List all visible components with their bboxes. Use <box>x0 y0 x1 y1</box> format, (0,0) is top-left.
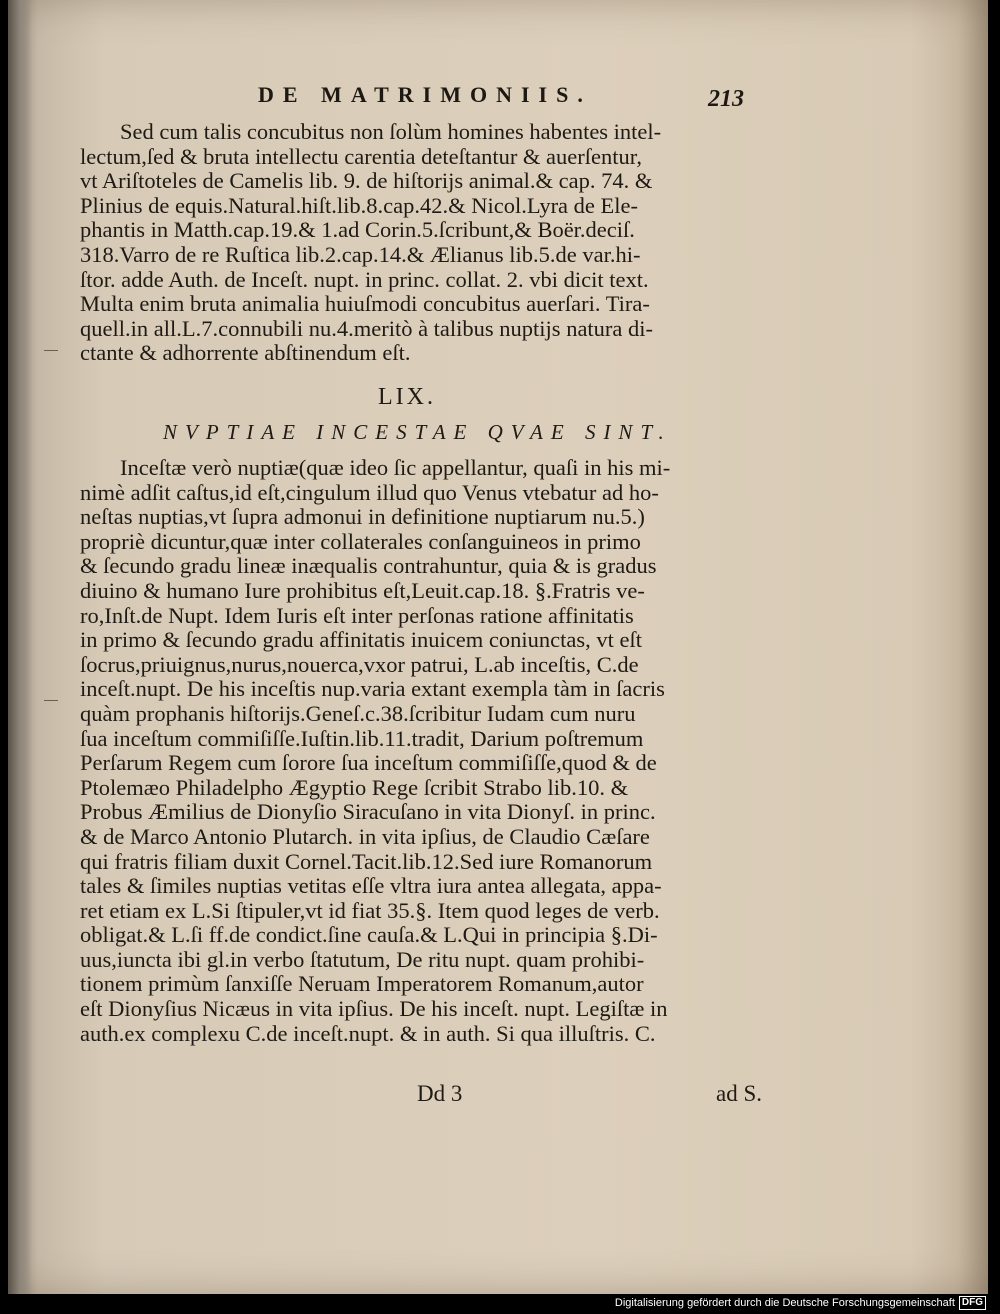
text-line: Sed cum talis concubitus non ſolùm homines habentes intel- <box>120 120 662 144</box>
dfg-logo-icon: DFG <box>959 1296 986 1310</box>
text-line: & de Marco Antonio Plutarch. in vita ipſius, de Claudio Cæſare <box>80 824 650 849</box>
text-line: ſtor. adde Auth. de Inceſt. nupt. in princ. collat. 2. vbi dicit text. <box>80 267 649 292</box>
text-line: inceſt.nupt. De his inceſtis nup.varia extant exempla tàm in ſacris <box>80 677 665 702</box>
text-line: ſocrus,priuignus,nurus,nouerca,vxor patrui, L.ab inceſtis, C.de <box>80 652 639 677</box>
text-line: ctante & adhorrente abſtinendum eſt. <box>80 341 411 366</box>
text-line: Probus Æmilius de Dionyſio Siracuſano in vita Dionyſ. in princ. <box>80 800 656 825</box>
text-line: vt Ariſtoteles de Camelis lib. 9. de hiſtorijs animal.& cap. 74. & <box>80 169 653 194</box>
catchline <box>80 1081 782 1109</box>
text-line: Perſarum Regem cum ſorore ſua inceſtum commiſiſſe,quod & de <box>80 751 657 776</box>
text-line: ſua inceſtum commiſiſſe.Iuſtin.lib.11.tradit, Darium poſtremum <box>80 726 644 751</box>
text-line: quàm prophanis hiſtorijs.Geneſ.c.38.ſcribitur Iudam cum nuru <box>80 701 636 726</box>
text-line: propriè dicuntur,quæ inter collaterales conſanguineos in primo <box>80 529 641 554</box>
text-line: qui fratris filiam duxit Cornel.Tacit.lib.12.Sed iure Romanorum <box>80 849 653 874</box>
paragraph-1 <box>80 120 782 366</box>
chapter-title: NVPTIAE INCESTAE QVAE SINT. <box>163 420 672 444</box>
text-line: auth.ex complexu C.de inceſt.nupt. & in auth. Si qua illuſtris. C. <box>80 1021 656 1046</box>
text-line: Ptolemæo Philadelpho Ægyptio Rege ſcribit Strabo lib.10. & <box>80 775 629 800</box>
margin-mark <box>44 350 58 351</box>
text-line: obligat.& L.ſi ff.de condict.ſine cauſa.& L.Qui in principia §.Di- <box>80 923 658 948</box>
text-line: in primo & ſecundo gradu affinitatis inuicem coniunctas, vt eſt <box>80 628 642 653</box>
chapter-number: LIX. <box>378 384 436 410</box>
text-line: nimè adſit caſtus,id eſt,cingulum illud quo Venus vtebatur ad ho- <box>80 480 659 505</box>
text-line: phantis in Matth.cap.19.& 1.ad Corin.5.ſcribunt,& Boër.deciſ. <box>80 218 635 243</box>
text-line: quell.in all.L.7.connubili nu.4.meritò à talibus nuptijs natura di- <box>80 316 654 341</box>
text-line: 318.Varro de re Ruſtica lib.2.cap.14.& Ælianus lib.5.de var.hi- <box>80 242 641 267</box>
running-head: DE MATRIMONIIS. <box>258 82 592 107</box>
catchword: ad S. <box>716 1081 762 1106</box>
signature-mark: Dd 3 <box>417 1081 463 1106</box>
text-line: tionem primùm ſanxiſſe Neruam Imperatorem Romanum,autor <box>80 972 644 997</box>
text-line: neſtas nuptias,vt ſupra admonui in definitione nuptiarum nu.5.) <box>80 505 645 530</box>
text-line: Multa enim bruta animalia huiuſmodi concubitus auerſari. Tira- <box>80 292 650 317</box>
text-line: ro,Inſt.de Nupt. Idem Iuris eſt inter perſonas ratione affinitatis <box>80 603 634 628</box>
credit-text: Digitalisierung gefördert durch die Deutsche Forschungsgemeinschaft <box>614 1297 955 1309</box>
text-line: Plinius de equis.Natural.hiſt.lib.8.cap.42.& Nicol.Lyra de Ele- <box>80 193 639 218</box>
text-line: uus,iuncta ibi gl.in verbo ſtatutum, De ritu nupt. quam prohibi- <box>80 947 645 972</box>
digitization-credit <box>615 1296 986 1310</box>
text-line: ret etiam ex L.Si ſtipuler,vt id fiat 35.§. Item quod leges de verb. <box>80 898 660 923</box>
text-line: lectum,ſed & bruta intellectu carentia deteſtantur & auerſentur, <box>80 144 642 169</box>
text-line: & ſecundo gradu lineæ inæqualis contrahuntur, quia & is gradus <box>80 554 657 579</box>
page-number: 213 <box>708 86 744 112</box>
margin-mark <box>44 700 58 701</box>
text-line: diuino & humano Iure prohibitus eſt,Leuit.cap.18. §.Fratris ve- <box>80 578 645 603</box>
book-page <box>8 0 988 1294</box>
text-line: eſt Dionyſius Nicæus in vita ipſius. De his inceſt. nupt. Legiſtæ in <box>80 997 668 1022</box>
paragraph-2 <box>80 456 782 1046</box>
text-line: Inceſtæ verò nuptiæ(quæ ideo ſic appellantur, quaſi in his mi- <box>120 456 671 480</box>
text-line: tales & ſimiles nuptias vetitas eſſe vltra iura antea allegata, appa- <box>80 874 662 899</box>
